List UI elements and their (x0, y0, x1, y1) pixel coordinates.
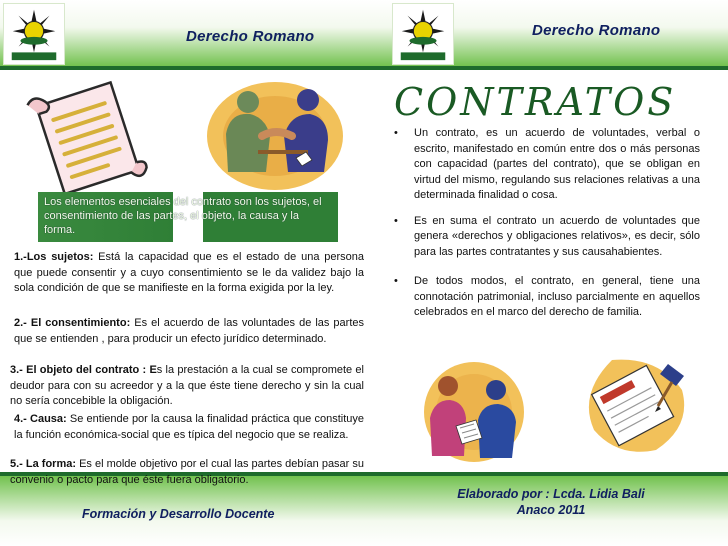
item-sujetos-heading: 1.-Los sujetos: (14, 251, 94, 263)
list-item (392, 214, 700, 261)
contract-paper-clipart (572, 350, 696, 462)
item-sujetos (14, 250, 364, 297)
contract-definition-list (392, 126, 700, 331)
footer-department: Formación y Desarrollo Docente (82, 507, 275, 521)
header-divider (0, 66, 728, 70)
item-causa (14, 412, 364, 443)
university-logo-right-icon (392, 3, 454, 65)
bullet-text: Un contrato, es un acuerdo de voluntades, verbal o escrito, manifestado en común entre dos o más personas con capacidad (partes del contrato), que se obligan en virtud del mismo, regulando sus relaciones relativas a una determinada finalidad o cosa. (414, 127, 700, 201)
item-objeto (10, 363, 364, 410)
item-objeto-heading: 3.- El objeto del contrato : E (10, 364, 157, 376)
footer-place-year: Anaco 2011 (516, 503, 586, 517)
signing-contract-clipart (412, 356, 536, 466)
header-title-right: Derecho Romano (532, 22, 661, 39)
scroll-document-icon (18, 72, 158, 200)
handshake-clipart (200, 74, 350, 194)
bullet-text: Es en suma el contrato un acuerdo de voluntades que genera «derechos y obligaciones relativos», es decir, sólo para las partes contratantes y sus causahabientes. (414, 214, 700, 258)
item-objeto-text: s la prestación a la cual se compromete el deudor para con su acreedor y a la que éste tiene derecho y sin la cual no sería concebible la obligación. (10, 364, 364, 407)
footer-credits (440, 486, 662, 518)
item-consentimiento-heading: 2.- El consentimiento: (14, 317, 131, 329)
item-causa-text: Se entiende por la causa la finalidad práctica que constituye la función económica-social que es típica del negocio que se realiza. (14, 413, 365, 441)
item-consentimiento (14, 316, 364, 347)
elements-caption: Los elementos esenciales del contrato son los sujetos, el consentimiento de las partes, el objeto, la causa y la forma. (44, 196, 322, 236)
bullet-icon: • (394, 275, 398, 287)
header-title-left: Derecho Romano (186, 28, 315, 45)
item-forma (10, 457, 364, 488)
bullet-icon: • (394, 214, 398, 227)
item-causa-heading: 4.- Causa: (14, 413, 67, 425)
item-sujetos-text: Está la capacidad que es el estado de una persona que puede consentir y a cuyo consentimiento se le da validez bajo la sola condición de que se manifieste en la forma exigida por la ley. (14, 251, 365, 294)
bullet-icon: • (394, 127, 398, 139)
elements-caption-box (38, 192, 338, 242)
item-forma-text: Es el molde objetivo por el cual las partes debían pasar su convenio o pacto para que éste fuera obligatorio. (10, 458, 365, 486)
contratos-title: CONTRATOS (394, 80, 677, 124)
item-forma-heading: 5.- La forma: (10, 458, 77, 470)
list-item (392, 274, 700, 321)
footer-author: Elaborado por : Lcda. Lidia Bali (457, 487, 645, 501)
list-item (392, 126, 700, 204)
bullet-text: De todos modos, el contrato, en general, tiene una connotación patrimonial, incluso parcialmente en aquellos celebrados en el marco del derecho de familia. (414, 275, 700, 318)
university-logo-left-icon (3, 3, 65, 65)
item-consentimiento-text: Es el acuerdo de las voluntades de las partes que se entienden , para producir un efecto jurídico determinado. (14, 317, 364, 345)
